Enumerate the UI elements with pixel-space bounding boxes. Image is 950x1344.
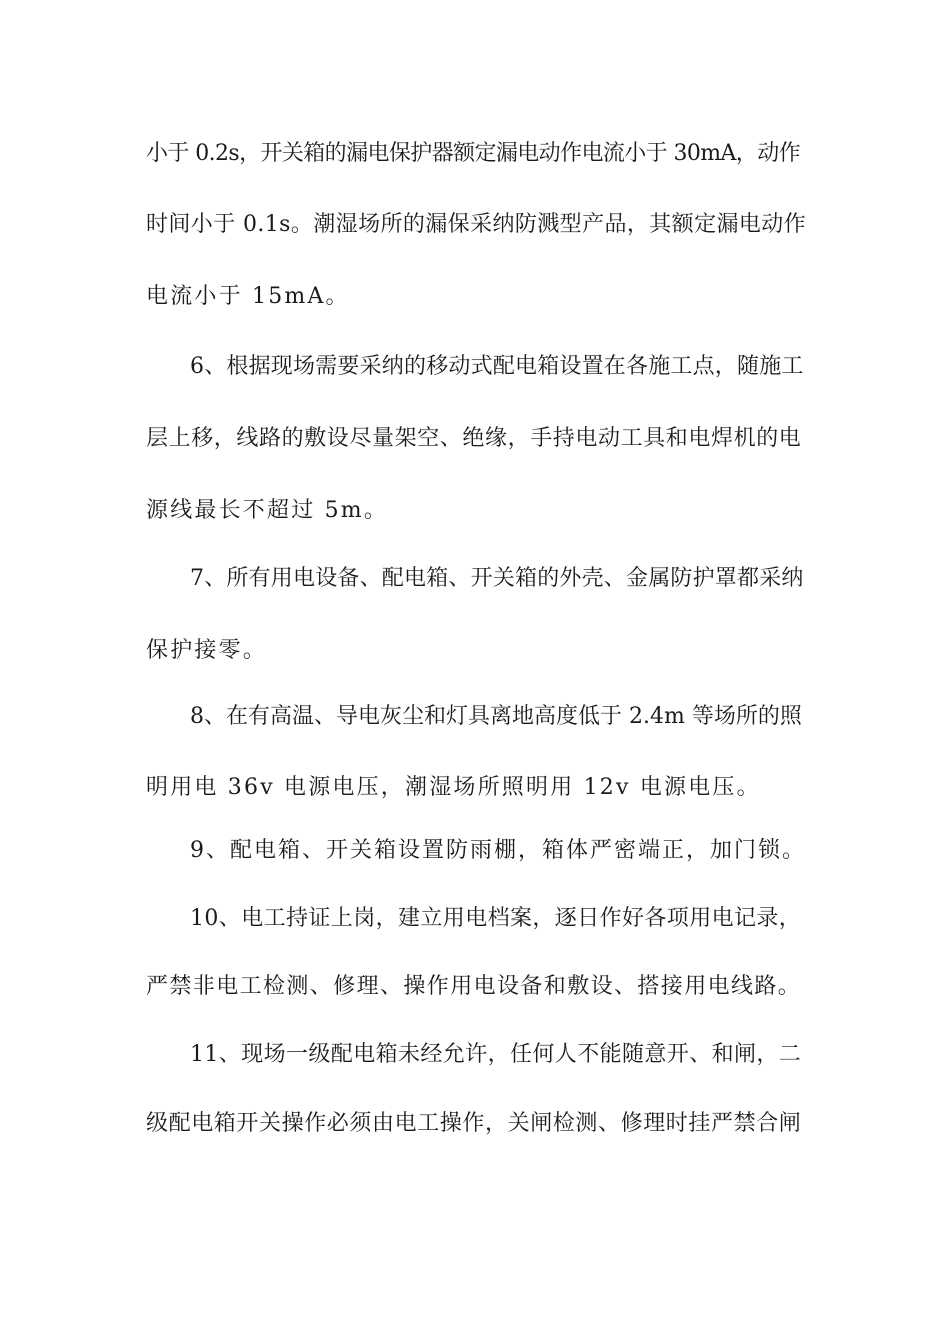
text-line: 9、配电箱、开关箱设置防雨棚，箱体严密端正，加门锁。 xyxy=(190,838,806,863)
text-line: 严禁非电工检测、修理、操作用电设备和敷设、搭接用电线路。 xyxy=(146,974,802,999)
text-line: 明用电 36v 电源电压，潮湿场所照明用 12v 电源电压。 xyxy=(146,775,761,800)
text-line: 11、现场一级配电箱未经允许，任何人不能随意开、和闸，二 xyxy=(190,1042,802,1067)
text-line: 6、根据现场需要采纳的移动式配电箱设置在各施工点，随施工 xyxy=(190,354,804,379)
text-line: 电流小于 15mA。 xyxy=(146,284,350,309)
text-line: 小于 0.2s，开关箱的漏电保护器额定漏电动作电流小于 30mA，动作 xyxy=(146,141,801,166)
text-line: 7、所有用电设备、配电箱、开关箱的外壳、金属防护罩都采纳 xyxy=(190,566,804,591)
text-line: 时间小于 0.1s。潮湿场所的漏保采纳防溅型产品，其额定漏电动作 xyxy=(146,212,807,237)
text-line: 保护接零。 xyxy=(146,638,268,663)
text-line: 源线最长不超过 5m。 xyxy=(146,498,389,523)
text-line: 层上移，线路的敷设尽量架空、绝缘，手持电动工具和电焊机的电 xyxy=(146,426,802,451)
text-line: 8、在有高温、导电灰尘和灯具离地高度低于 2.4m 等场所的照 xyxy=(190,704,802,729)
text-line: 级配电箱开关操作必须由电工操作，关闸检测、修理时挂严禁合闸 xyxy=(146,1111,802,1136)
text-line: 10、电工持证上岗，建立用电档案，逐日作好各项用电记录， xyxy=(190,906,802,931)
